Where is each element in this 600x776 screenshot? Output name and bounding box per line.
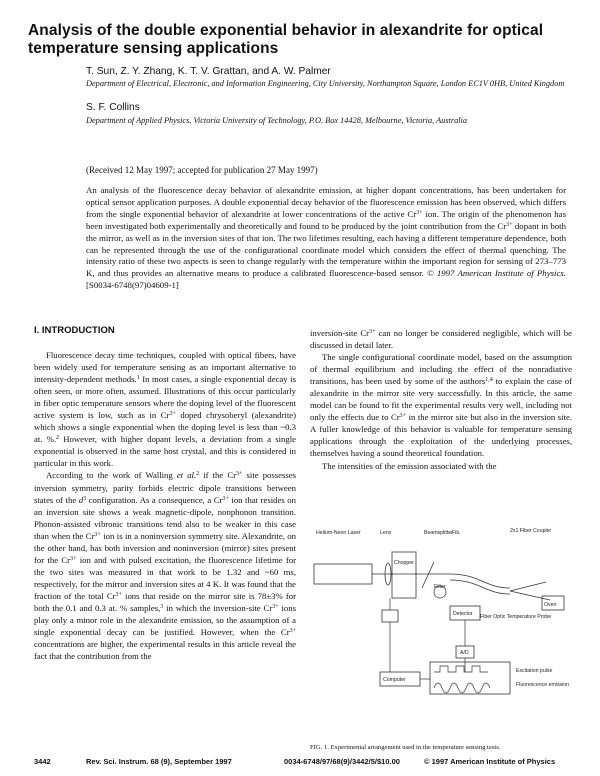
left-column <box>34 349 296 662</box>
figure-1-diagram <box>310 522 576 744</box>
section-heading: I. INTRODUCTION <box>34 325 115 336</box>
label-adc: A/D <box>460 650 469 656</box>
label-computer: Computer <box>383 677 406 683</box>
author-list-2: S. F. Collins <box>86 102 140 113</box>
superscript: 3+ <box>416 209 423 216</box>
affiliation-1: Department of Electrical, Electronic, and Information Engineering, City University, Northampton Square, London EC1V 0HB, United Kingdom <box>86 79 565 88</box>
beamsplitter-icon <box>422 562 434 588</box>
figure-caption: FIG. 1. Experimental arrangement used in the temperature sensing tests. <box>310 744 501 751</box>
label-filter: Filter <box>434 584 446 590</box>
paragraph: The single configurational coordinate model, based on the assumption of thermal equilibrium and including the effect of the nonradiative transitions, has been used by some of the authors$^{1,4}$ to explain the case of alexandrite in the mirror site very successfully. In this article, the same model can be found to fit the experimental results very well, including not only the effects due to $Cr^{3+}$ in the mirror site but also in the inversion site. A fuller knowledge of this behavior is valuable for temperature sensing applications through the exploitation of the underlying processes, themselves having a sound theoretical foundation. <box>310 352 572 459</box>
label-laser: Helium-Neon Laser <box>316 530 361 536</box>
label-excitation: Excitation pulse <box>516 668 553 674</box>
fluorescence-trace <box>434 683 490 693</box>
label-coupler: 2x1 Fiber Coupler <box>510 528 552 534</box>
abstract-copyright: © 1997 American Institute of Physics. <box>426 268 566 279</box>
abstract-pii: [S0034-6748(97)04609-1] <box>86 280 179 291</box>
pulse-generator-box <box>382 610 398 622</box>
affiliation-2: Department of Applied Physics, Victoria University of Technology, P.O. Box 14428, Melbourne, Victoria, Australia <box>86 116 467 125</box>
label-fluorescence: Fluorescence emission <box>516 682 570 688</box>
paper-title: Analysis of the double exponential behavior in alexandrite for optical temperature sensing applications <box>28 22 544 57</box>
footer-copyright: © 1997 American Institute of Physics <box>424 757 556 766</box>
chopper-box <box>392 552 416 598</box>
abstract-text: dopant in both the mirror, as well as in the inversion sites of that ion. The two lifetimes resulting, each having a different temperature dependence, both can be represented through the use of the configurational coordinate model which considers the effect of thermal quenching. The intensity ratio of these two aspects is seen to change regularly with the temperature within the important region for sensing of 273–773 K, and thus provides an alternative means to produce a calibrated fluorescence-based sensor. <box>86 220 566 279</box>
article-code: 0034-6748/97/68(9)/3442/5/$10.00 <box>284 757 400 766</box>
abstract <box>86 185 566 292</box>
paragraph: inversion-site $Cr^{3+}$ can no longer be considered negligible, which will be discussed in detail later. <box>310 328 572 351</box>
oscilloscope-display <box>430 662 510 694</box>
abstract-text: ion. The origin of the phenomenon has been investigated both experimentally and theoretically and found to be produced by the joint contribution from the Cr <box>86 208 566 231</box>
author-list-1: T. Sun, Z. Y. Zhang, K. T. V. Grattan, and A. W. Palmer <box>86 66 331 77</box>
paragraph: According to the work of Walling et al.$^2$ if the $Cr^{3+}$ site possesses inversion symmetry, parity forbids electric dipole transitions between states of the $d^3$ configuration. As a consequence, a $Cr^{3+}$ ion that resides on an inversion site shows a weak magnetic-dipole, nonphonon transition. Phonon-assisted vibronic transitions tend also to be weaker in this case than when the $Cr^{3+}$ ion is in a noninversion symmetry site. Alexandrite, on the other hand, has both inversion and noninversion (mirror) sites present for the $Cr^{3+}$ ion and with pulsed excitation, the fluorescence lifetime for the two sites was measured in that work to be 1.32 and ~60 ms, respectively, for the mirror and inversion sites at 4 K. It was found that the fraction of the total $Cr^{3+}$ ions that reside on the mirror site is 78±3% for both the 0.1 and 0.3 at. % samples,$^3$ in which the inversion-site $Cr^{3+}$ ions play only a minor role in the alexandrite emission, so the assumption of a single exponential decay can be justified. However, when the $Cr^{3+}$ concentrations are higher, the experimental results in this article reveal the fact that the contribution from the <box>34 470 296 662</box>
right-column <box>310 327 572 472</box>
abstract-text: An analysis of the fluorescence decay behavior of alexandrite emission, at higher dopant concentrations, has been undertaken for optical sensor application purposes. A double exponential decay behavior of the fluorescence emission has been observed, which differs from the single exponential behavior of alexandrite at lower concentrations of the active Cr <box>86 185 566 219</box>
label-fiber: Fib. <box>452 530 461 536</box>
journal-citation: Rev. Sci. Instrum. 68 (9), September 1997 <box>86 757 232 766</box>
received-dates: (Received 12 May 1997; accepted for publication 27 May 1997) <box>86 165 318 175</box>
laser-box <box>314 564 372 584</box>
superscript: 3+ <box>506 221 513 228</box>
label-beamsplitter: Beamsplitter <box>424 530 453 536</box>
label-lens: Lens <box>380 530 392 536</box>
excitation-pulse-trace <box>434 666 488 672</box>
label-detector: Detector <box>453 611 473 617</box>
label-oven: Oven <box>544 602 557 608</box>
page-number: 3442 <box>34 757 51 766</box>
paragraph: Fluorescence decay time techniques, coupled with optical fibers, have been widely used for temperature sensing as an important alternative to intensity-dependent methods.$^1$ In most cases, a single exponential decay is often seen, or more often, assumed. Illustrations of this occur particularly in fiber optic temperature sensors where the doping level of the fluorescent active system is low, such as in $Cr^{3+}$ doped chrysoberyl (alexandrite) which shows a single exponential when the doping level is less than ~0.3 at. %.$^2$ However, with higher dopant levels, a deviation from a single exponential is observed in the same host crystal, and this is considered in particular in this work. <box>34 350 296 469</box>
paragraph: The intensities of the emission associated with the <box>322 460 497 471</box>
label-chopper: Chopper <box>394 560 414 566</box>
label-probe: Fiber Optic Temperature Probe <box>480 614 552 620</box>
